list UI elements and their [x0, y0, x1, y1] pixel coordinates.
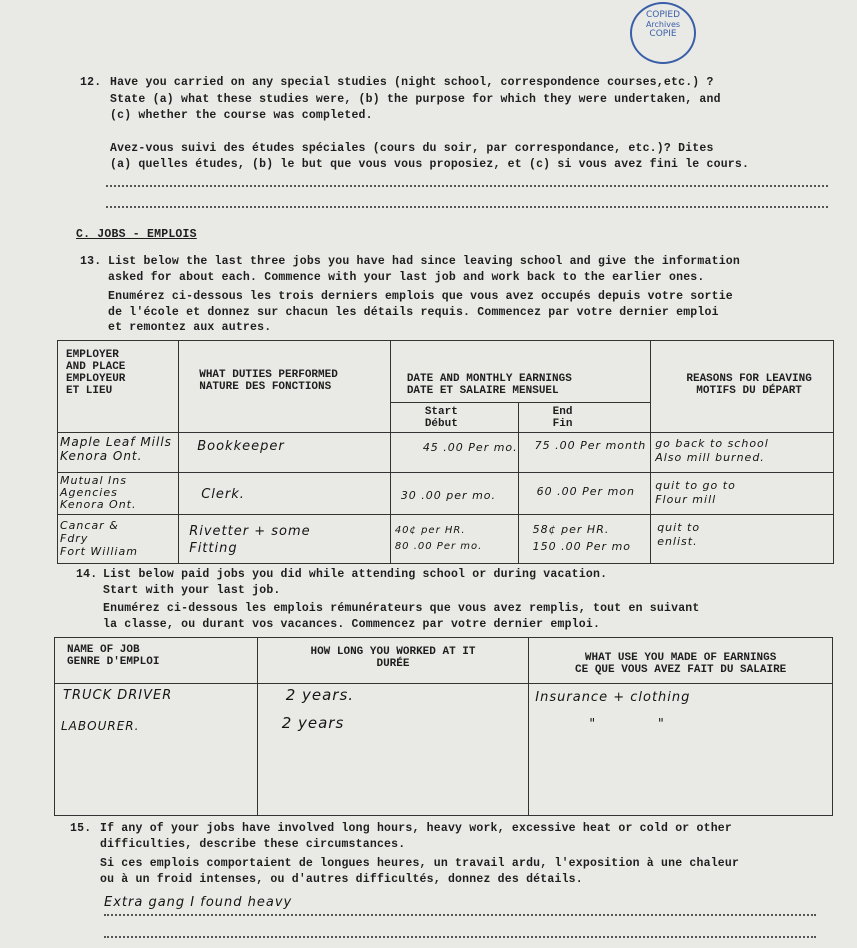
jobs-row1-employer: Maple Leaf Mills Kenora Ont.: [60, 435, 172, 463]
jobs-header-start: Start Début: [390, 403, 518, 433]
jobs-row: [58, 473, 834, 515]
paid-header-name: NAME OF JOB GENRE D'EMPLOI: [55, 638, 258, 684]
archives-stamp: [630, 2, 696, 64]
q13-fr-line2: de l'école et donnez sur chacun les détails requis. Commencez par votre dernier emploi: [108, 306, 719, 319]
q13-en-line2: asked for about each. Commence with your last job and work back to the earlier ones.: [108, 271, 705, 284]
q12-fr-line1: Avez-vous suivi des études spéciales (cours du soir, par correspondance, etc.)? Dites: [110, 142, 714, 155]
jobs-header-employer: EMPLOYER AND PLACE EMPLOYEUR ET LIEU: [58, 341, 179, 433]
q15-answer: Extra gang I found heavy: [104, 895, 293, 910]
jobs-row: [58, 433, 834, 473]
q14-fr-line2: la classe, ou durant vos vacances. Commencez par votre dernier emploi.: [103, 618, 601, 631]
jobs-row2-start: 30 .00 per mo.: [400, 489, 497, 502]
paid-jobs-table: [54, 637, 833, 816]
q13-en-line1: List below the last three jobs you have had since leaving school and give the information: [108, 255, 740, 268]
paid-header-use: WHAT USE YOU MADE OF EARNINGS CE QUE VOUS AVEZ FAIT DU SALAIRE: [529, 638, 833, 684]
paid-row2-howlong: 2 years: [281, 714, 345, 732]
jobs-row1-reason: go back to school Also mill burned.: [655, 437, 769, 464]
q15-number: 15.: [70, 822, 92, 835]
jobs-row: [58, 515, 834, 564]
q14-number: 14.: [76, 568, 98, 581]
jobs-row2-reason: quit to go to Flour mill: [655, 479, 736, 506]
q15-fr-line1: Si ces emplois comportaient de longues heures, un travail ardu, l'exposition à une chaleur: [100, 857, 740, 870]
jobs-row1-start: 45 .00 Per mo.: [422, 441, 518, 454]
jobs-row2-end: 60 .00 Per mon: [536, 485, 635, 498]
q12-fr-line2: (a) quelles études, (b) le but que vous vous proposiez, et (c) si vous avez fini le cours.: [110, 158, 750, 171]
paid-row1-howlong: 2 years.: [285, 686, 355, 704]
stamp-text-bottom: COPIE: [649, 29, 677, 39]
q15-en-line2: difficulties, describe these circumstances.: [100, 838, 406, 851]
jobs-row2-duties: Clerk.: [201, 487, 245, 502]
q13-fr-line1: Enumérez ci-dessous les trois derniers emplois que vous avez occupés depuis votre sortie: [108, 290, 733, 303]
jobs-row1-end: 75 .00 Per month: [534, 439, 647, 452]
paid-col-howlong: [257, 684, 529, 816]
q12-number: 12.: [80, 76, 102, 89]
q14-en-line2: Start with your last job.: [103, 584, 281, 597]
q15-fr-line2: ou à un froid intenses, ou d'autres difficultés, donnez des détails.: [100, 873, 583, 886]
jobs-row3-employer: Cancar & Fdry Fort William: [60, 519, 138, 558]
jobs-header-date: DATE AND MONTHLY EARNINGS DATE ET SALAIRE MENSUEL: [390, 341, 650, 403]
section-c-heading: C. JOBS - EMPLOIS: [76, 228, 197, 241]
q15-answer-line-1: [104, 914, 816, 916]
q13-number: 13.: [80, 255, 102, 268]
q12-answer-line-1: [106, 185, 828, 187]
paid-row2-use: " ": [589, 717, 665, 732]
q12-en-line1: Have you carried on any special studies (night school, correspondence courses,etc.) ?: [110, 76, 714, 89]
q13-fr-line3: et remontez aux autres.: [108, 321, 272, 334]
paid-col-name: [55, 684, 258, 816]
jobs-row1-duties: Bookkeeper: [197, 439, 285, 454]
jobs-row3-end: 58¢ per HR. 150 .00 Per mo: [532, 523, 632, 553]
jobs-row3-reason: quit to enlist.: [657, 521, 701, 548]
q12-en-line3: (c) whether the course was completed.: [110, 109, 373, 122]
q14-en-line1: List below paid jobs you did while attending school or during vacation.: [103, 568, 608, 581]
jobs-table: [57, 340, 834, 564]
q12-answer-line-2: [106, 206, 828, 208]
jobs-header-reasons: REASONS FOR LEAVING MOTIFS DU DÉPART: [651, 341, 834, 433]
paid-row1-use: Insurance + clothing: [535, 690, 691, 705]
jobs-header-duties: WHAT DUTIES PERFORMED NATURE DES FONCTIONS: [179, 341, 391, 433]
jobs-row3-duties: Rivetter + some Fitting: [189, 524, 311, 556]
paid-row1-name: TRUCK DRIVER: [63, 688, 173, 703]
paid-col-use: [529, 684, 833, 816]
stamp-text-middle: Archives: [645, 20, 681, 29]
q15-answer-line-2: [104, 936, 816, 938]
paid-row2-name: LABOURER.: [61, 719, 140, 733]
jobs-header-end: End Fin: [518, 403, 651, 433]
q14-fr-line1: Enumérez ci-dessous les emplois rémunérateurs que vous avez remplis, tout en suivant: [103, 602, 700, 615]
q12-en-line2: State (a) what these studies were, (b) the purpose for which they were undertaken, and: [110, 93, 721, 106]
stamp-text-top: COPIED: [645, 10, 681, 20]
jobs-row2-employer: Mutual Ins Agencies Kenora Ont.: [60, 474, 137, 511]
paid-header-howlong: HOW LONG YOU WORKED AT IT DURÉE: [257, 638, 529, 684]
jobs-row3-start: 40¢ per HR. 80 .00 Per mo.: [394, 525, 483, 552]
q15-en-line1: If any of your jobs have involved long hours, heavy work, excessive heat or cold or other: [100, 822, 732, 835]
